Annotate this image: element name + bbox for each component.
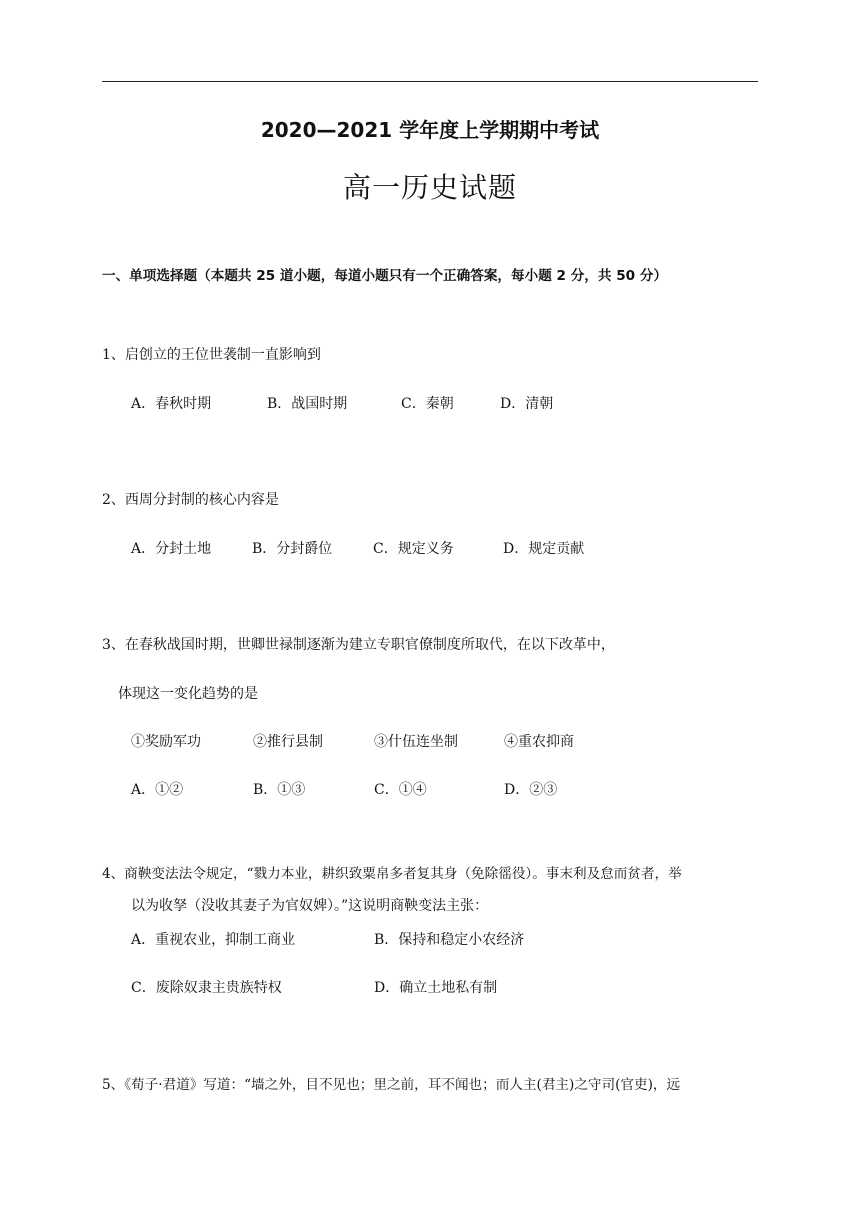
question-3-option-b: B．①③ bbox=[253, 782, 306, 798]
question-3-item-3: ③什伍连坐制 bbox=[374, 734, 458, 750]
question-2-option-c: C．规定义务 bbox=[373, 541, 454, 557]
question-4-option-d: D．确立土地私有制 bbox=[374, 980, 498, 996]
question-2-stem: 2、西周分封制的核心内容是 bbox=[102, 492, 279, 508]
question-3-stem-cont: 体现这一变化趋势的是 bbox=[118, 686, 258, 702]
question-2-option-d: D．规定贡献 bbox=[503, 541, 585, 557]
question-2-option-b: B．分封爵位 bbox=[252, 541, 333, 557]
question-4-option-a: A．重视农业，抑制工商业 bbox=[131, 932, 296, 948]
question-1-option-b: B．战国时期 bbox=[267, 396, 348, 412]
section-heading: 一、单项选择题（本题共 25 道小题，每道小题只有一个正确答案，每小题 2 分，共 50 分） bbox=[102, 268, 668, 284]
question-1-stem: 1、启创立的王位世袭制一直影响到 bbox=[102, 347, 321, 363]
question-3-item-1: ①奖励军功 bbox=[131, 734, 201, 750]
question-1-option-d: D．清朝 bbox=[500, 396, 554, 412]
question-1-option-c: C．秦朝 bbox=[401, 396, 454, 412]
question-2-option-a: A．分封土地 bbox=[131, 541, 212, 557]
question-3-option-c: C．①④ bbox=[374, 782, 427, 798]
exam-title: 2020—2021 学年度上学期期中考试 bbox=[260, 118, 600, 142]
question-3-item-4: ④重农抑商 bbox=[504, 734, 574, 750]
question-1-option-a: A．春秋时期 bbox=[131, 396, 212, 412]
question-4-option-b: B．保持和稳定小农经济 bbox=[374, 932, 525, 948]
question-4-stem-cont: 以为收孥（没收其妻子为官奴婢）。”这说明商鞅变法主张： bbox=[131, 898, 489, 914]
question-3-item-2: ②推行县制 bbox=[253, 734, 323, 750]
question-4-stem: 4、商鞅变法法令规定，“戮力本业，耕织致粟帛多者复其身（免除徭役）。事末利及怠而贫者，举 bbox=[102, 866, 682, 882]
header-rule bbox=[102, 81, 758, 82]
question-4-option-c: C．废除奴隶主贵族特权 bbox=[131, 980, 282, 996]
question-3-stem: 3、在春秋战国时期，世卿世禄制逐渐为建立专职官僚制度所取代，在以下改革中， bbox=[102, 637, 615, 653]
question-3-option-a: A．①② bbox=[131, 782, 184, 798]
question-5-stem: 5、《荀子·君道》写道：“墙之外，目不见也；里之前，耳不闻也；而人主(君主)之守司(官吏)，远 bbox=[102, 1077, 681, 1093]
question-3-option-d: D．②③ bbox=[504, 782, 558, 798]
subject-title: 高一历史试题 bbox=[342, 171, 517, 204]
